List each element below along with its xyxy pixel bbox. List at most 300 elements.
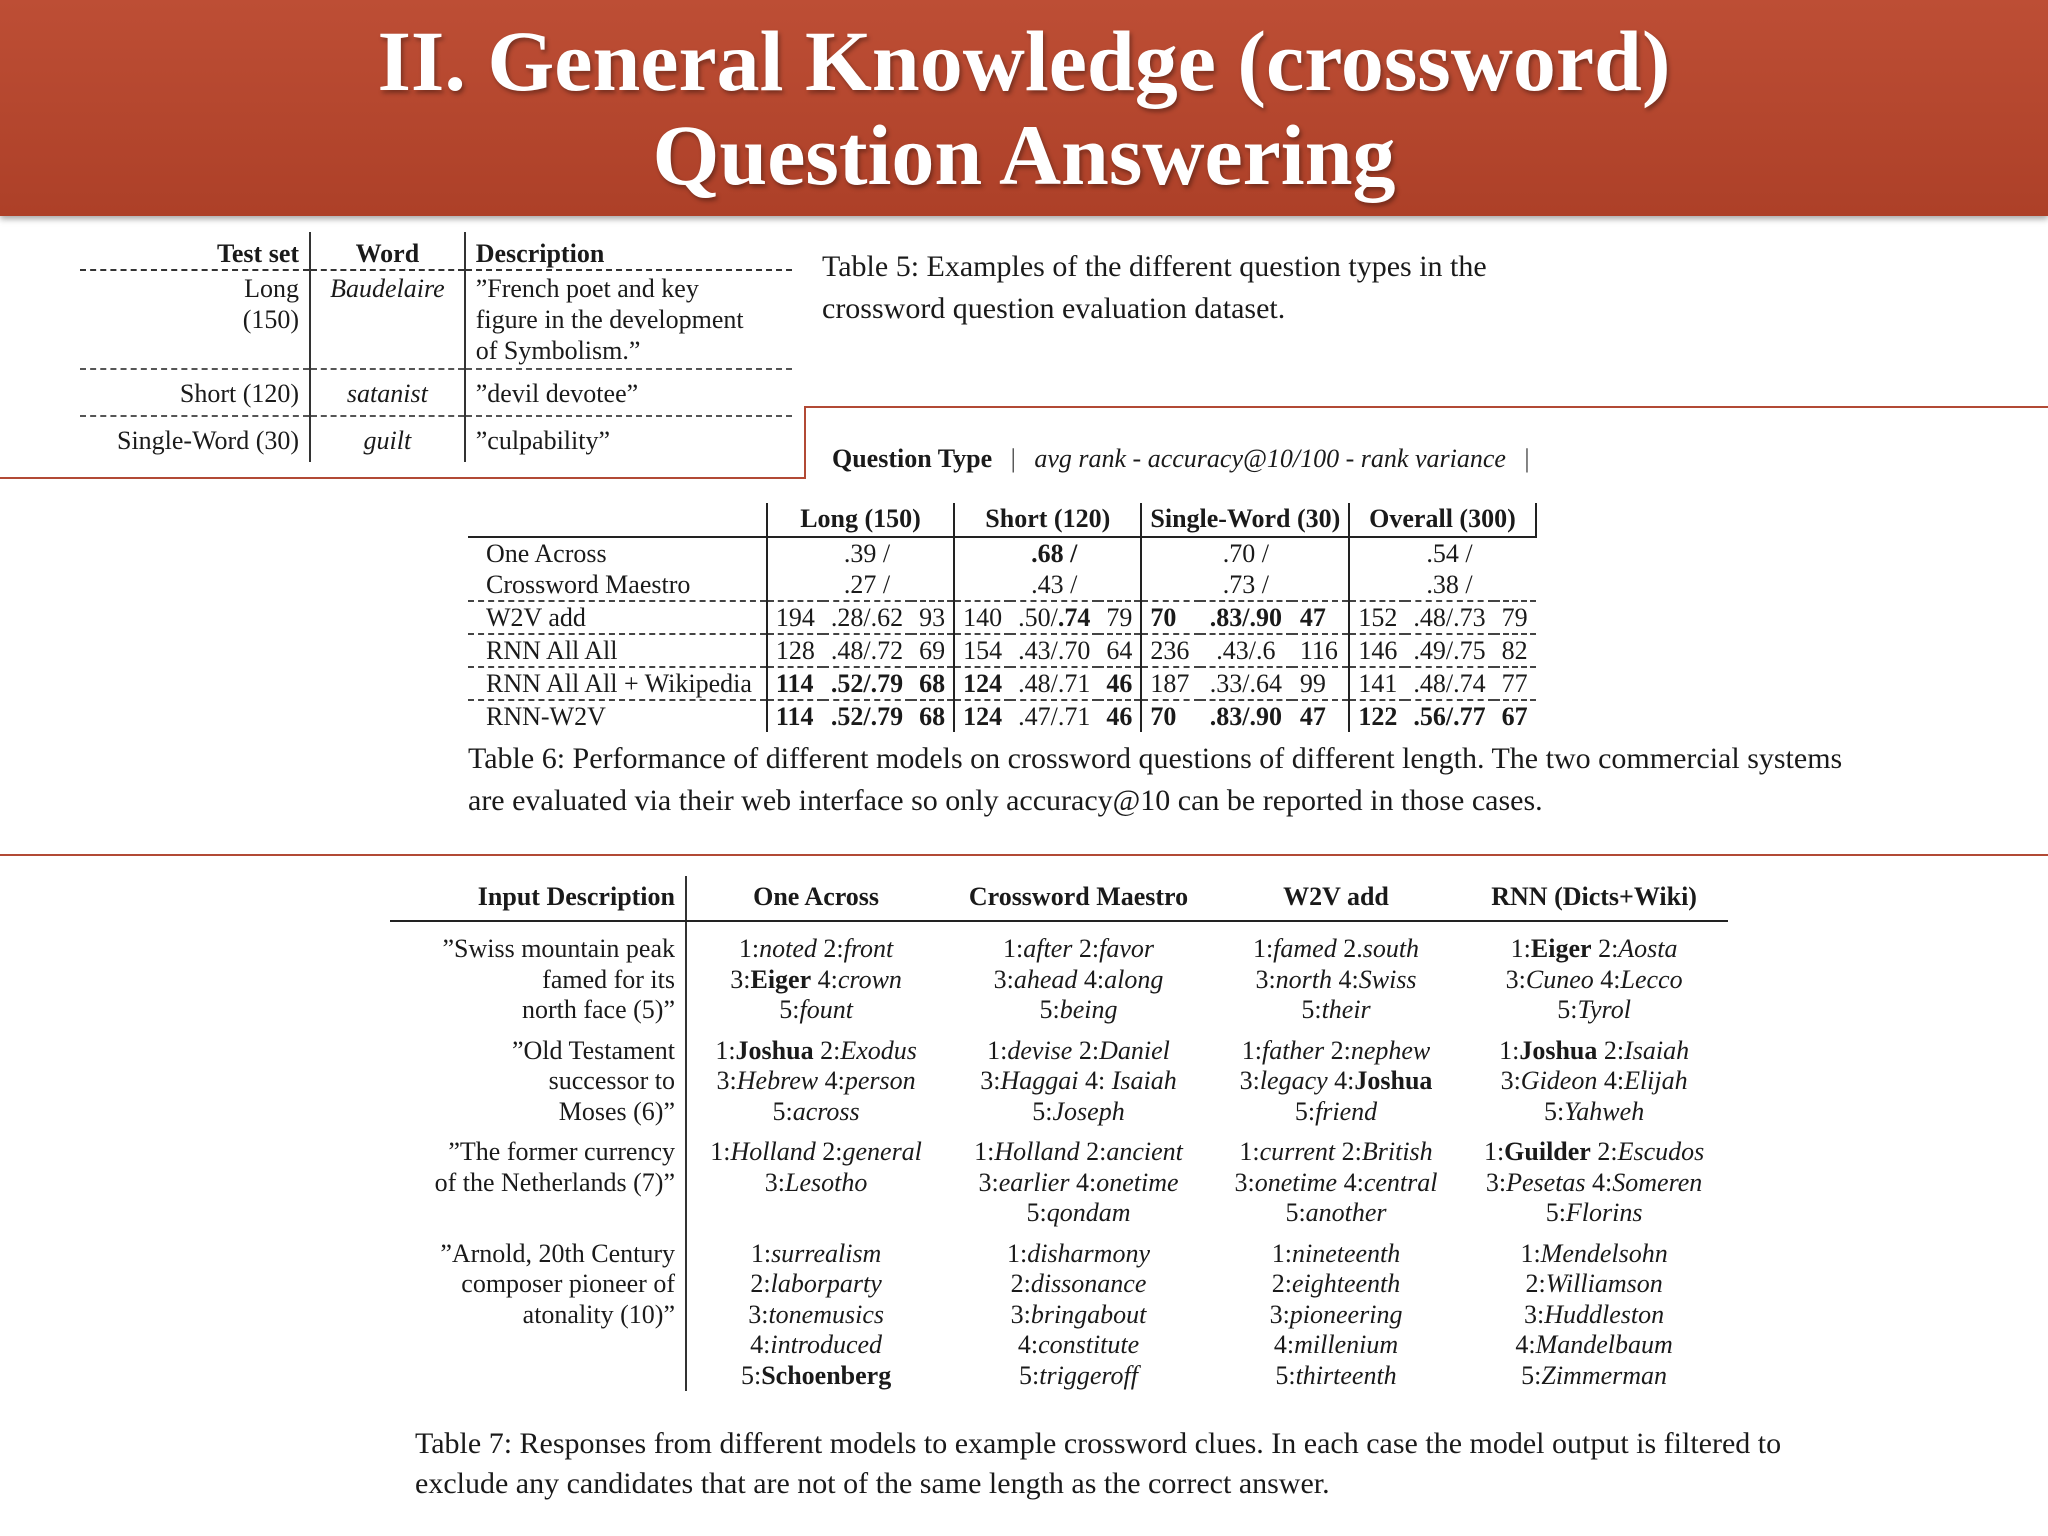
t7-candidate-word: onetime: [1096, 1167, 1179, 1197]
t6-cell: .52/.79: [823, 700, 911, 732]
t6-cell: 124: [954, 667, 1010, 700]
t7-candidate-word: Guilder: [1504, 1137, 1591, 1166]
t6-model-name: One Across: [486, 539, 607, 568]
t7-candidate-line: 3:onetime 4:central: [1234, 1167, 1438, 1197]
t7-candidate-line: 5:Florins: [1545, 1198, 1643, 1227]
t7-candidate-word: Holland: [994, 1137, 1080, 1166]
t5-test-set-cell: [80, 270, 310, 369]
t7-candidate-line: 3:north 4:Swiss: [1255, 964, 1417, 994]
t6-cell: 70: [1141, 700, 1199, 732]
t7-candidate-line: 5:fount: [779, 995, 853, 1024]
t6-cell: .39 /: [843, 539, 891, 568]
t7-candidate-word: triggeroff: [1039, 1360, 1138, 1390]
t6-cell: [1349, 537, 1405, 569]
t6-cell: 114: [767, 667, 823, 700]
table-row: [390, 1127, 1728, 1229]
t7-candidate-word: Escudos: [1617, 1137, 1705, 1166]
t7-candidate-word: earlier: [998, 1167, 1070, 1197]
separator: |: [1010, 444, 1016, 473]
t6-cell: [767, 569, 823, 601]
t7-candidate-word: Pesetas: [1506, 1167, 1586, 1197]
t6-cell: 187: [1141, 667, 1199, 700]
t7-candidate-word: Zimmerman: [1541, 1360, 1668, 1390]
divider-line: [0, 477, 806, 479]
t6-model-name: RNN-W2V: [468, 700, 767, 732]
t7-candidate-word: Joshua: [1519, 1035, 1598, 1065]
t6-cell: 194: [767, 601, 823, 634]
t7-candidate-line: 2:Williamson: [1525, 1269, 1663, 1298]
t7-candidates-cell: [945, 921, 1212, 1026]
t7-header: One Across: [686, 876, 945, 921]
t7-candidate-line: 5:Tyrol: [1557, 995, 1631, 1024]
t7-candidate-line: 1:current 2:British: [1239, 1137, 1433, 1166]
t7-description-line: ”Old Testament: [511, 1035, 675, 1065]
t7-candidate-word: Huddleston: [1544, 1299, 1665, 1329]
t7-candidate-line: 3:Haggai 4: Isaiah: [980, 1066, 1177, 1095]
t6-cell: [1349, 569, 1405, 601]
t6-header-group: Overall (300): [1349, 503, 1535, 537]
t6-model-name: RNN All All: [468, 634, 767, 667]
t6-header-group: Short (120): [954, 503, 1141, 537]
t6-cell: 146: [1349, 634, 1405, 667]
t7-candidate-word: Someren: [1612, 1167, 1703, 1197]
t6-cell: 154: [954, 634, 1010, 667]
t7-candidates-cell: [1460, 1127, 1728, 1229]
table-7: [390, 876, 1728, 1391]
t7-candidate-word: British: [1361, 1137, 1433, 1166]
t7-candidates-cell: [1212, 1127, 1460, 1229]
t6-cell: 122: [1349, 700, 1405, 732]
t7-candidate-word: Eiger: [750, 964, 812, 994]
t7-description-line: of the Netherlands (7)”: [434, 1167, 675, 1197]
t7-candidate-line: 1:nineteenth: [1271, 1238, 1401, 1268]
t7-candidate-word: friend: [1315, 1096, 1378, 1126]
t7-candidate-line: 5:thirteenth: [1275, 1360, 1397, 1390]
slide-title-line-2: Question Answering: [652, 107, 1396, 203]
divider-line: [804, 406, 2048, 408]
t7-input-description: [390, 1127, 686, 1229]
t7-candidate-word: Joshua: [735, 1035, 814, 1065]
t7-candidate-line: 3:Gideon 4:Elijah: [1500, 1066, 1688, 1095]
table-row: [468, 634, 1536, 667]
t7-candidate-word: Haggai: [1000, 1066, 1079, 1095]
t5-test-set-cell: Short (120): [80, 369, 310, 416]
t7-candidate-word: laborparty: [770, 1269, 882, 1298]
t6-cell: .52/.79: [823, 667, 911, 700]
t6-cell: [954, 569, 1010, 601]
t6-cell: 116: [1292, 634, 1349, 667]
t6-cell: [911, 537, 954, 569]
t6-cell: .68 /: [1031, 539, 1078, 568]
t7-candidates-cell: [1212, 1229, 1460, 1392]
t6-cell: .83/.90: [1200, 700, 1292, 732]
t5-word-cell: guilt: [310, 416, 465, 462]
t6-cell: .38 /: [1426, 570, 1473, 599]
t7-header: Input Description: [390, 876, 686, 921]
t6-cell: .54 /: [1426, 539, 1473, 568]
t7-candidate-line: 5:across: [772, 1096, 860, 1126]
table-5: [80, 232, 792, 462]
t6-cell: [767, 537, 823, 569]
t7-candidate-line: 2:dissonance: [1010, 1269, 1147, 1298]
t5-word-cell: satanist: [310, 369, 465, 416]
t6-cell: .73 /: [1222, 570, 1269, 599]
t6-cell: 79: [1098, 601, 1141, 634]
table-6: [468, 503, 1537, 732]
t7-candidate-line: 1:Joshua 2:Exodus: [715, 1035, 917, 1065]
t7-header: W2V add: [1212, 876, 1460, 921]
t5-description-line: figure in the development: [475, 305, 744, 334]
t6-cell: 152: [1349, 601, 1405, 634]
t5-test-set-line: Long: [244, 274, 300, 303]
t6-cell: .43/.70: [1010, 634, 1098, 667]
divider-line: [0, 854, 2048, 856]
t7-candidate-word: general: [842, 1137, 922, 1166]
question-type-label: Question Type: [832, 444, 993, 473]
t7-candidate-line: 5:another: [1285, 1198, 1387, 1227]
t7-description-line: successor to: [548, 1066, 675, 1095]
t7-description-line: ”Swiss mountain peak: [442, 934, 675, 963]
t6-cell: .48/.72: [823, 634, 911, 667]
t6-cell: [1141, 537, 1199, 569]
t7-candidate-line: 3:Huddleston: [1524, 1299, 1665, 1329]
t7-candidates-cell: [686, 921, 945, 1026]
t7-candidates-cell: [686, 1026, 945, 1128]
t7-candidate-line: 1:Joshua 2:Isaiah: [1499, 1035, 1690, 1065]
t7-candidate-word: Joshua: [1354, 1066, 1433, 1095]
t7-candidates-cell: [1212, 1026, 1460, 1128]
t7-candidate-line: 4:Mandelbaum: [1515, 1330, 1673, 1359]
t7-candidate-line: 1:father 2:nephew: [1241, 1035, 1431, 1065]
t7-candidate-word: Williamson: [1545, 1269, 1663, 1298]
metrics-label: avg rank - accuracy@10/100 - rank variance: [1034, 444, 1506, 473]
t7-candidate-word: thirteenth: [1295, 1360, 1397, 1390]
t7-candidate-word: eighteenth: [1291, 1269, 1401, 1298]
t7-candidate-word: introduced: [770, 1330, 883, 1359]
t5-description-cell: [465, 270, 792, 369]
t6-cell: [911, 569, 954, 601]
t6-model-name: RNN All All + Wikipedia: [468, 667, 767, 700]
t7-candidate-word: favor: [1099, 934, 1154, 963]
t7-candidate-word: constitute: [1038, 1330, 1140, 1359]
t6-cell: 82: [1494, 634, 1536, 667]
t7-candidate-line: 3:bringabout: [1010, 1299, 1147, 1329]
t6-cell: .43 /: [1031, 570, 1078, 599]
t6-header-model: [468, 503, 767, 537]
t7-candidate-word: being: [1059, 995, 1118, 1024]
t7-candidate-word: pioneering: [1289, 1299, 1403, 1329]
t6-cell: 114: [767, 700, 823, 732]
t7-candidate-line: 3:ahead 4:along: [993, 964, 1164, 994]
t7-candidate-word: front: [843, 934, 894, 963]
t5-test-set-cell: Single-Word (30): [80, 416, 310, 462]
t7-candidate-word: another: [1305, 1198, 1387, 1227]
table-row: [390, 1229, 1728, 1392]
t7-candidate-word: Tyrol: [1577, 995, 1631, 1024]
t7-candidate-line: 3:pioneering: [1269, 1299, 1403, 1329]
t6-cell: 64: [1098, 634, 1141, 667]
table-row: [468, 537, 1536, 569]
t6-cell: .47/.71: [1010, 700, 1098, 732]
t7-candidate-line: 3:Lesotho: [764, 1167, 868, 1197]
t7-candidate-line: 1:devise 2:Daniel: [987, 1035, 1170, 1065]
t6-cell: 77: [1494, 667, 1536, 700]
t7-description-line: north face (5)”: [521, 995, 675, 1024]
t7-candidate-word: millenium: [1294, 1330, 1399, 1359]
t7-candidate-line: 5:Joseph: [1032, 1096, 1125, 1126]
t7-candidate-word: Cuneo: [1525, 964, 1594, 994]
t7-candidate-word: Joseph: [1052, 1096, 1125, 1126]
t7-input-description: [390, 921, 686, 1026]
t7-candidate-word: bringabout: [1030, 1299, 1147, 1329]
t7-description-line: famed for its: [542, 964, 675, 994]
t7-candidate-word: along: [1104, 964, 1164, 994]
t5-description-cell: ”devil devotee”: [465, 369, 792, 416]
t7-candidate-word: ahead: [1013, 964, 1078, 994]
t7-candidates-cell: [1212, 921, 1460, 1026]
t7-candidate-word: Gideon: [1520, 1066, 1598, 1095]
t7-candidates-cell: [945, 1026, 1212, 1128]
t7-candidate-word: onetime: [1254, 1167, 1338, 1197]
t7-candidate-word: ancient: [1106, 1137, 1183, 1166]
t6-cell: 68: [911, 667, 954, 700]
t6-cell: 236: [1141, 634, 1199, 667]
t7-candidate-word: their: [1321, 995, 1371, 1024]
t7-candidate-word: father: [1261, 1035, 1325, 1065]
t7-description-line: composer pioneer of: [461, 1269, 675, 1298]
t6-cell: [1141, 569, 1199, 601]
t7-header: Crossword Maestro: [945, 876, 1212, 921]
t7-candidate-word: Isaiah: [1111, 1066, 1177, 1095]
t6-cell: .49/.75: [1405, 634, 1493, 667]
t7-candidate-line: 5:being: [1039, 995, 1118, 1024]
t7-candidate-word: nineteenth: [1291, 1238, 1401, 1268]
t7-description-line: ”Arnold, 20th Century: [440, 1238, 675, 1268]
t7-candidate-line: 2:eighteenth: [1271, 1269, 1401, 1298]
t7-candidate-word: north: [1275, 964, 1333, 994]
t6-header-group: Single-Word (30): [1141, 503, 1349, 537]
t6-cell: [1010, 601, 1098, 634]
t7-candidate-line: 5:their: [1301, 995, 1371, 1024]
t6-cell: .27 /: [843, 570, 891, 599]
t6-bold-value: .74: [1057, 603, 1091, 632]
t7-candidate-word: Elijah: [1624, 1066, 1688, 1095]
t7-candidate-word: tonemusics: [768, 1299, 884, 1329]
t7-input-description: [390, 1229, 686, 1392]
t7-candidate-line: 1:Mendelsohn: [1520, 1238, 1668, 1268]
t7-candidate-word: surrealism: [771, 1238, 882, 1268]
t6-cell: [1098, 537, 1141, 569]
table-row: [80, 416, 792, 462]
t7-candidate-word: Yahweh: [1564, 1096, 1645, 1126]
t6-cell: [1292, 569, 1349, 601]
t7-candidate-line: 1:disharmony: [1006, 1238, 1150, 1268]
t6-cell: 69: [911, 634, 954, 667]
t7-candidate-line: 1:Guilder 2:Escudos: [1483, 1137, 1705, 1166]
t7-candidates-cell: [686, 1229, 945, 1392]
slide-title-banner: [0, 0, 2048, 216]
t7-candidate-word: south: [1362, 934, 1420, 963]
t6-model-name: W2V add: [468, 601, 767, 634]
t6-cell: [1494, 569, 1536, 601]
t6-cell: 68: [911, 700, 954, 732]
t7-candidate-word: person: [844, 1066, 916, 1095]
t5-description-line: ”French poet and key: [475, 274, 699, 303]
t6-cell: 46: [1098, 700, 1141, 732]
t7-candidate-line: 1:famed 2.south: [1252, 934, 1420, 963]
t6-cell: 124: [954, 700, 1010, 732]
t7-candidate-word: Aosta: [1618, 934, 1678, 963]
slide-title-line-1: II. General Knowledge (crossword): [377, 13, 1671, 109]
separator: |: [1524, 444, 1530, 473]
t7-candidates-cell: [1460, 1026, 1728, 1128]
t7-candidate-word: disharmony: [1027, 1238, 1150, 1268]
t6-cell: .48/.74: [1405, 667, 1493, 700]
t7-candidate-word: Schoenberg: [761, 1360, 892, 1390]
t7-candidate-word: fount: [799, 995, 853, 1024]
t6-cell: 128: [767, 634, 823, 667]
t7-candidate-line: 2:laborparty: [750, 1269, 882, 1298]
table-row: [390, 1026, 1728, 1128]
table-row: [80, 369, 792, 416]
t6-header-group: Long (150): [767, 503, 954, 537]
t7-candidate-word: qondam: [1046, 1198, 1131, 1227]
t5-description-cell: ”culpability”: [475, 426, 611, 455]
t7-candidate-word: Daniel: [1099, 1035, 1170, 1065]
t6-cell: 47: [1292, 700, 1349, 732]
t7-candidate-line: 1:surrealism: [750, 1238, 882, 1268]
t6-cell: 70: [1141, 601, 1199, 634]
t7-candidates-cell: [686, 1127, 945, 1229]
table-row: [468, 667, 1536, 700]
t6-cell: .48/.71: [1010, 667, 1098, 700]
t7-candidate-word: legacy: [1259, 1066, 1328, 1095]
t6-cell: [1292, 537, 1349, 569]
t7-candidate-line: 5:Schoenberg: [740, 1360, 892, 1390]
t7-candidate-word: Mendelsohn: [1540, 1238, 1668, 1268]
t6-cell: [1098, 569, 1141, 601]
t6-cell: 79: [1494, 601, 1536, 634]
t7-candidate-line: 3:earlier 4:onetime: [978, 1167, 1179, 1197]
table-row: [468, 569, 1536, 601]
t7-body: [390, 921, 1728, 1391]
t7-candidate-word: Lecco: [1620, 964, 1683, 994]
t7-candidate-line: 3:legacy 4:Joshua: [1239, 1066, 1433, 1095]
t7-candidate-line: 3:tonemusics: [748, 1299, 884, 1329]
t6-cell: .56/.77: [1405, 700, 1493, 732]
t7-candidate-line: 4:introduced: [750, 1330, 883, 1359]
t7-candidate-word: across: [792, 1096, 860, 1126]
t7-candidate-word: famed: [1273, 934, 1337, 963]
t7-candidate-line: 3:Eiger 4:crown: [730, 964, 902, 994]
table-6-header-row: [832, 444, 1542, 474]
t6-cell: 99: [1292, 667, 1349, 700]
t6-model-name: Crossword Maestro: [486, 570, 691, 599]
t7-candidate-word: noted: [759, 934, 817, 963]
t7-candidate-line: 3:Cuneo 4:Lecco: [1505, 964, 1683, 994]
t6-cell: .28/.62: [823, 601, 911, 634]
t7-description-line: atonality (10)”: [522, 1299, 675, 1329]
t7-candidate-line: 1:Holland 2:general: [710, 1137, 922, 1166]
t7-candidate-word: Hebrew: [736, 1066, 819, 1095]
t7-candidate-line: 5:friend: [1294, 1096, 1378, 1126]
t7-candidate-word: Mandelbaum: [1535, 1330, 1673, 1359]
table-row: [390, 921, 1728, 1026]
t7-candidates-cell: [945, 1229, 1212, 1392]
t7-candidate-word: Swiss: [1358, 964, 1417, 994]
t7-candidate-word: Florins: [1565, 1198, 1643, 1227]
t7-candidate-line: 1:Eiger 2:Aosta: [1510, 934, 1678, 963]
t7-candidate-word: Lesotho: [785, 1167, 868, 1197]
t7-description-line: ”The former currency: [448, 1137, 675, 1166]
t7-input-description: [390, 1026, 686, 1128]
t6-cell: 93: [911, 601, 954, 634]
t7-candidate-word: dissonance: [1030, 1269, 1147, 1298]
t6-cell: 140: [954, 601, 1010, 634]
t6-cell: [1494, 537, 1536, 569]
t7-candidate-line: 5:Zimmerman: [1521, 1360, 1668, 1390]
t6-cell: .43/.6: [1200, 634, 1292, 667]
t7-candidate-word: devise: [1007, 1035, 1073, 1065]
t7-candidate-line: 5:qondam: [1026, 1198, 1131, 1227]
t7-candidate-line: 1:Holland 2:ancient: [974, 1137, 1183, 1166]
t6-cell: 47: [1292, 601, 1349, 634]
t7-candidate-word: central: [1363, 1167, 1438, 1197]
table-6-caption: Table 6: Performance of different models on crossword questions of different length. The two commercial systems are evaluated via their web interface so only accuracy@10 can be reported in those cases.: [468, 742, 1843, 817]
t7-candidate-word: Isaiah: [1624, 1035, 1690, 1065]
t6-cell: 141: [1349, 667, 1405, 700]
table-row: [468, 601, 1536, 634]
t7-candidate-word: nephew: [1350, 1035, 1431, 1065]
t7-candidate-word: Eiger: [1530, 934, 1592, 963]
t7-candidates-cell: [945, 1127, 1212, 1229]
t5-test-set-line: (150): [242, 305, 300, 334]
t7-candidate-line: 4:constitute: [1017, 1330, 1140, 1359]
t7-candidates-cell: [1460, 921, 1728, 1026]
table-row: [80, 270, 792, 369]
t7-description-line: Moses (6)”: [558, 1096, 675, 1126]
t7-candidate-line: 5:triggeroff: [1019, 1360, 1138, 1390]
t7-candidate-word: crown: [837, 964, 902, 994]
t7-candidate-line: 5:Yahweh: [1544, 1096, 1645, 1126]
t7-candidate-word: Exodus: [840, 1035, 917, 1065]
table-5-caption: Table 5: Examples of the different question types in the crossword question evaluation dataset.: [822, 250, 1487, 325]
t7-candidate-word: after: [1023, 934, 1073, 963]
table-row: [468, 700, 1536, 732]
t6-cell: 46: [1098, 667, 1141, 700]
t7-candidate-line: 1:noted 2:front: [738, 934, 894, 963]
t6-cell: .70 /: [1222, 539, 1269, 568]
t7-candidates-cell: [1460, 1229, 1728, 1392]
t5-header-test-set: Test set: [80, 232, 310, 270]
t5-word-cell: Baudelaire: [310, 270, 465, 369]
t7-candidate-word: current: [1259, 1137, 1336, 1166]
table-7-caption: Table 7: Responses from different models to example crossword clues. In each case the model output is filtered to exclude any candidates that are not of the same length as the correct answer.: [415, 1427, 1782, 1500]
t7-candidate-line: 3:Hebrew 4:person: [716, 1066, 916, 1095]
t6-cell: .33/.64: [1200, 667, 1292, 700]
t6-cell: .83/.90: [1200, 601, 1292, 634]
t7-candidate-line: 4:millenium: [1273, 1330, 1399, 1359]
t7-header: RNN (Dicts+Wiki): [1460, 876, 1728, 921]
t7-candidate-line: 1:after 2:favor: [1003, 934, 1154, 963]
t6-cell-value: .50/.74: [1018, 603, 1091, 632]
t6-cell: [954, 537, 1010, 569]
t6-cell: .48/.73: [1405, 601, 1493, 634]
t7-candidate-word: Holland: [730, 1137, 816, 1166]
t7-candidate-line: 3:Pesetas 4:Someren: [1485, 1167, 1703, 1197]
divider-line: [804, 406, 806, 479]
t5-header-word: Word: [310, 232, 465, 270]
